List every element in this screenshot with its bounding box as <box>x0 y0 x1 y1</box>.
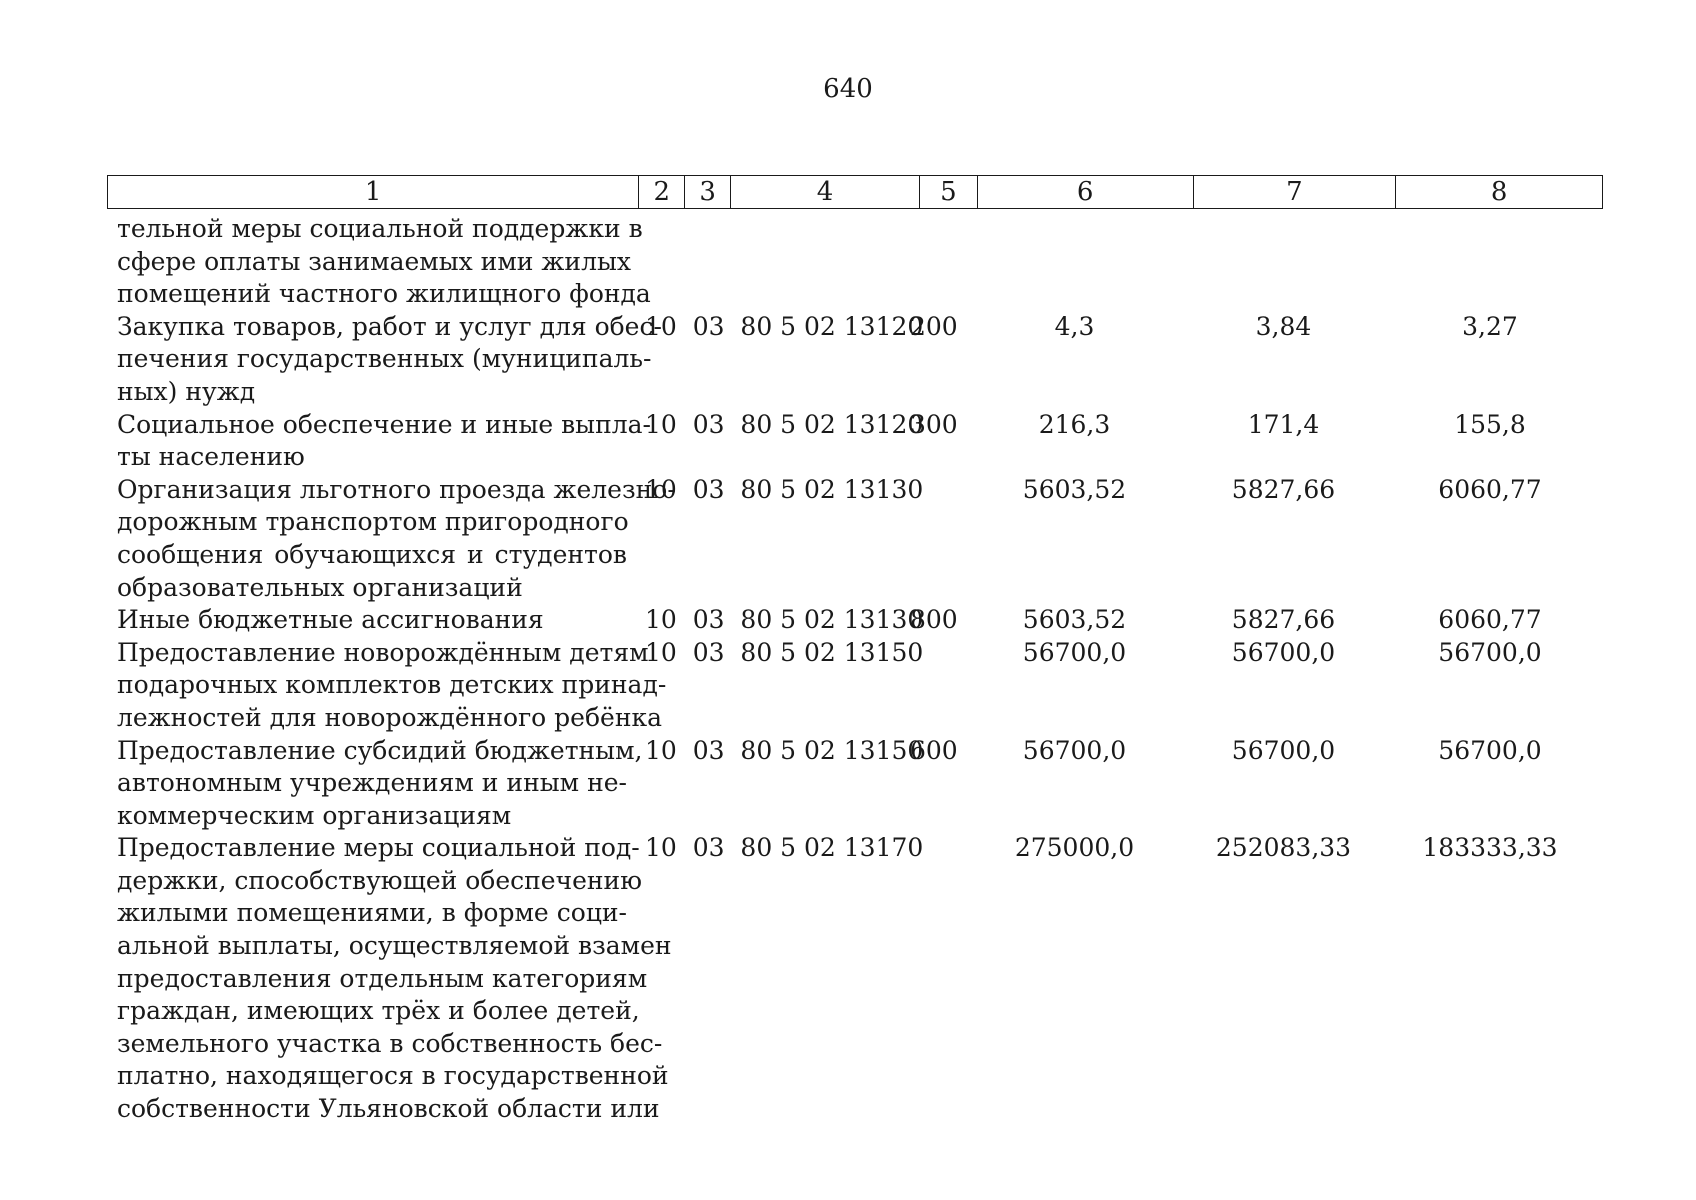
description-line: образовательных организаций <box>117 572 523 602</box>
row-value-col6: 216,3 <box>1038 409 1111 439</box>
header-col-5: 5 <box>920 176 978 208</box>
description-line: альной выплаты, осуществляемой взамен <box>117 931 672 961</box>
row-value-col7: 56700,0 <box>1231 735 1336 765</box>
row-value-col7: 5827,66 <box>1231 474 1336 504</box>
description-line: автономным учреждениям и иным не- <box>117 768 627 798</box>
row-value-col8: 56700,0 <box>1438 735 1542 765</box>
row-expense-type <box>910 832 967 1125</box>
description-line: тельной меры социальной поддержки в <box>117 214 643 243</box>
description-line: помещений частного жилищного фонда <box>117 279 651 309</box>
header-col-3: 3 <box>685 176 731 208</box>
table-row <box>107 213 1603 311</box>
header-col-1: 1 <box>108 176 639 208</box>
description-line: Предоставление новорождённым детям <box>117 637 649 667</box>
description-line: лежностей для новорождённого ребёнка <box>117 702 663 732</box>
table-body <box>107 213 1603 1126</box>
description-line: собственности Ульяновской области или <box>117 1094 660 1124</box>
description-line: сфере оплаты занимаемых ими жилых <box>117 246 631 276</box>
row-value-col8: 3,27 <box>1462 311 1518 341</box>
row-budget-code <box>635 213 910 311</box>
row-value-col8: 6060,77 <box>1438 605 1542 635</box>
row-value-col6: 56700,0 <box>1022 735 1127 765</box>
description-line: граждан, имеющих трёх и более детей, <box>117 996 640 1026</box>
row-expense-type: 300 <box>910 409 958 439</box>
row-description <box>107 409 651 474</box>
row-value-col8: 56700,0 <box>1438 637 1542 667</box>
row-value-col8 <box>1385 213 1595 311</box>
row-budget-code: 10 03 80 5 02 13120 <box>645 409 924 439</box>
description-line: предоставления отдельным категориям <box>117 963 648 993</box>
description-line: подарочных комплектов детских принад- <box>117 670 667 700</box>
table-row <box>107 735 1603 833</box>
row-description <box>107 832 672 1125</box>
header-col-8: 8 <box>1490 177 1508 207</box>
row-description <box>107 735 643 833</box>
row-expense-type: 800 <box>910 605 958 635</box>
row-expense-type <box>910 474 967 604</box>
table-row <box>107 311 1603 409</box>
row-budget-code: 10 03 80 5 02 13130 <box>645 474 924 504</box>
page-number: 640 <box>823 74 873 104</box>
row-value-col8: 155,8 <box>1454 409 1526 439</box>
row-budget-code: 10 03 80 5 02 13120 <box>645 311 924 341</box>
row-value-col7: 252083,33 <box>1215 833 1352 863</box>
row-expense-type: 200 <box>910 311 958 341</box>
row-budget-code: 10 03 80 5 02 13150 <box>645 735 924 765</box>
description-line: печения государственных (муниципаль- <box>117 344 652 374</box>
table-row <box>107 409 1603 474</box>
header-col-2: 2 <box>639 176 685 208</box>
description-line: коммерческим организациям <box>117 800 512 830</box>
description-line: Социальное обеспечение и иные выпла- <box>117 409 651 439</box>
description-line: Иные бюджетные ассигнования <box>117 605 544 635</box>
row-value-col6: 56700,0 <box>1022 637 1127 667</box>
table-row <box>107 637 1603 735</box>
row-value-col7 <box>1182 213 1385 311</box>
row-expense-type <box>910 637 967 735</box>
row-value-col8: 6060,77 <box>1438 474 1542 504</box>
row-value-col6: 5603,52 <box>1022 474 1127 504</box>
row-description <box>107 637 667 735</box>
row-value-col8: 183333,33 <box>1422 833 1558 863</box>
description-line: Организация льготного проезда железно- <box>117 474 676 504</box>
row-value-col7: 5827,66 <box>1231 605 1336 635</box>
row-description <box>107 311 662 409</box>
description-line: ных) нужд <box>117 376 256 406</box>
description-line: держки, способствующей обеспечению <box>117 865 642 895</box>
row-expense-type: 600 <box>910 735 958 765</box>
row-budget-code: 10 03 80 5 02 13130 <box>645 605 924 635</box>
description-line: земельного участка в собственность бес- <box>117 1028 663 1058</box>
description-line: Предоставление меры социальной под- <box>117 833 640 863</box>
description-line: дорожным транспортом пригородного <box>117 507 629 537</box>
description-line: ты населению <box>117 442 305 472</box>
description-line: платно, находящегося в государственной <box>117 1061 669 1091</box>
table-row <box>107 474 1603 604</box>
row-value-col7: 3,84 <box>1255 311 1312 341</box>
header-col-6: 6 <box>978 176 1194 208</box>
row-value-col6: 5603,52 <box>1022 605 1127 635</box>
description-line: жилыми помещениями, в форме соци- <box>117 898 627 928</box>
row-value-col7: 56700,0 <box>1231 637 1336 667</box>
row-description <box>107 604 635 637</box>
row-value-col6: 275000,0 <box>1014 833 1135 863</box>
row-value-col6 <box>967 213 1182 311</box>
header-col-4: 4 <box>731 176 920 208</box>
row-description <box>107 474 676 604</box>
description-line: Закупка товаров, работ и услуг для обес- <box>117 311 662 341</box>
header-col-7: 7 <box>1194 176 1397 208</box>
row-value-col6: 4,3 <box>1054 311 1095 341</box>
table-row <box>107 604 1603 637</box>
row-description <box>107 213 651 311</box>
row-budget-code: 10 03 80 5 02 13170 <box>645 833 924 863</box>
description-line: Предоставление субсидий бюджетным, <box>117 735 643 765</box>
row-value-col7: 171,4 <box>1247 409 1320 439</box>
row-budget-code: 10 03 80 5 02 13150 <box>645 637 924 667</box>
table-header <box>107 175 1603 209</box>
description-line: сообщения обучающихся и студентов <box>117 539 627 569</box>
table-row <box>107 832 1603 1125</box>
row-expense-type <box>910 213 967 311</box>
